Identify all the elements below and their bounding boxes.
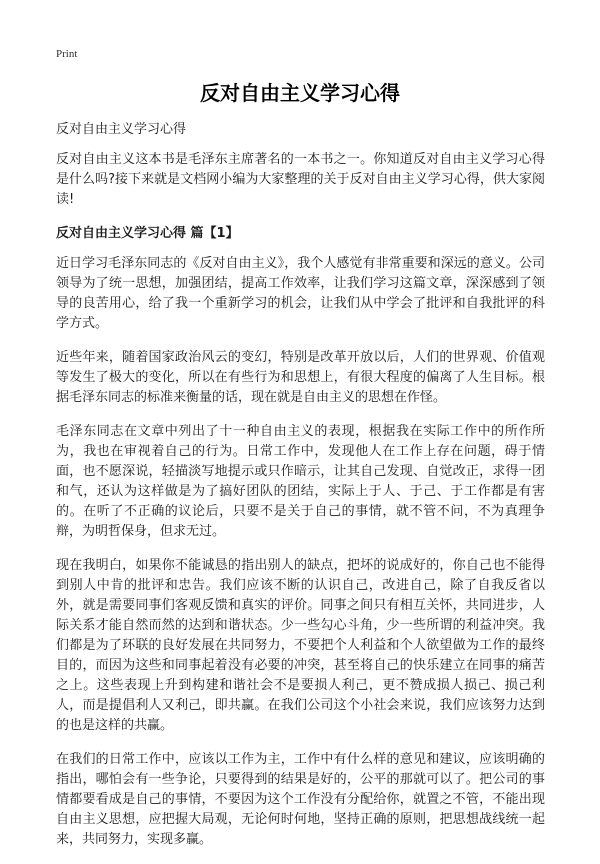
print-link[interactable]: Print (56, 48, 78, 60)
body-paragraph-4: 现在我明白，如果你不能诚恳的指出别人的缺点，把坏的说成好的，你自己也不能得到别人中肯的批评和忠告。我们应该不断的认识自己，改进自己，除了自我反省以外，就是需要同事们客观反馈和真实的评价。同事之间只有相互关怀，共同进步，人际关系才能自然而然的达到和谐状态。少一些勾心斗角，少一些所谓的利益冲突。我们都是为了环联的良好发展在共同努力，不要把个人利益和个人欲望做为工作的最终目的，而因为这些和同事起着没有必要的冲突，甚至将自己的快乐建立在同事的痛苦之上。这些表现上升到构建和谐社会不是要损人利己，更不赞成损人损己、损己利人，而是提倡利人又利己，即共赢。在我们公司这个小社会来说，我们应该努力达到的也是这样的共赢。 (56, 558, 545, 733)
body-paragraph-1: 近日学习毛泽东同志的《反对自由主义》，我个人感觉有非常重要和深远的意义。公司领导为了统一思想，加强团结，提高工作效率，让我们学习这篇文章，深深感到了领导的良苦用心，给了我一个重新学习的机会，让我们从中学会了批评和自我批评的科学方式。 (56, 256, 545, 331)
section-heading: 反对自由主义学习心得 篇【1】 (56, 226, 239, 241)
article-body (56, 120, 545, 864)
article-subtitle: 反对自由主义学习心得 (56, 122, 187, 137)
body-paragraph-3: 毛泽东同志在文章中列出了十一种自由主义的表现，根据我在实际工作中的所作所为，我也在审视着自己的行为。日常工作中，发现他人在工作上存在问题，碍于情面，也不愿深说，轻描淡写地提示或只作暗示，让其自己发现、自觉改正，求得一团和气，还认为这样做是为了搞好团队的团结，实际上于人、于己、于工作都是有害的。在听了不正确的议论后，只要不是关于自己的事情，就不管不问，不为真理争辩，为明哲保身，但求无过。 (56, 424, 545, 539)
body-paragraph-2: 近些年来，随着国家政治风云的变幻，特别是改革开放以后，人们的世界观、价值观等发生了极大的变化，所以在有些行为和思想上，有很大程度的偏离了人生目标。根据毛泽东同志的标准来衡量的话，现在就是自由主义的思想在作怪。 (56, 350, 545, 405)
intro-paragraph: 反对自由主义这本书是毛泽东主席著名的一本书之一。你知道反对自由主义学习心得是什么吗?接下来就是文档网小编为大家整理的关于反对自由主义学习心得，供大家阅读! (56, 152, 545, 207)
page-title: 反对自由主义学习心得 (200, 81, 400, 105)
body-paragraph-5: 在我们的日常工作中，应该以工作为主，工作中有什么样的意见和建议，应该明确的指出，哪怕会有一些争论，只要得到的结果是好的，公平的那就可以了。把公司的事情都要看成是自己的事情，不要因为这个工作没有分配给你，就置之不管，不能出现自由主义思想，应把握大局观，无论何时何地，坚持正确的原则，把思想战线统一起来，共同努力，实现多赢。 (56, 752, 545, 847)
